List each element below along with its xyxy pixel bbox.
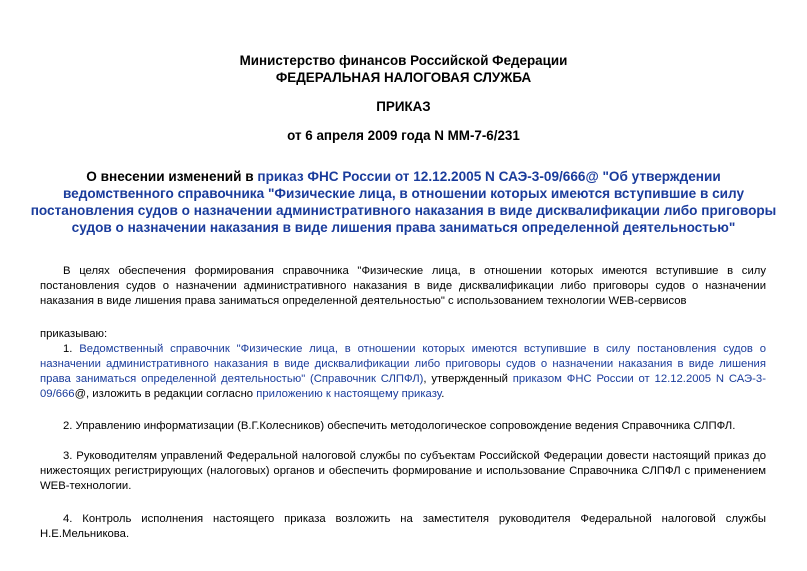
item-1-text-1: , утвержденный: [423, 373, 513, 385]
item-2-paragraph: 2. Управлению информатизации (В.Г.Колесников) обеспечить методологическое сопровождение ведения Справочника СЛПФЛ.: [63, 420, 736, 432]
item-1-text-2: @, изложить в редакции согласно: [74, 388, 257, 400]
item-1-paragraph: [40, 342, 766, 402]
item-1-text-3: .: [441, 388, 445, 400]
document-date-number: от 6 апреля 2009 года N ММ-7-6/231: [287, 128, 520, 143]
document-subject: [30, 168, 777, 236]
order-reference-link[interactable]: приказом ФНС России от 12.12.2005 N САЭ-3-09/666: [40, 373, 766, 400]
item-4-paragraph: 4. Контроль исполнения настоящего приказа возложить на заместителя руководителя Федеральной налоговой службы Н.Е.Мельникова.: [40, 513, 766, 540]
subject-order-link[interactable]: приказ ФНС России от 12.12.2005 N САЭ-3-09/666@ "Об утверждении ведомственного справочника "Физические лица, в отношении которых имеются вступившие в силу постановления судов о назначении административного наказания в виде дисквалификации либо приговоры судов о назначении наказания в виде лишения права заниматься определенной деятельностью": [30, 169, 777, 235]
reference-book-link[interactable]: Ведомственный справочник "Физические лица, в отношении которых имеются вступившие в силу постановления судов о назначении административного наказания в виде дисквалификации либо приговоры судов о назначении наказания в виде лишения права заниматься определенной деятельностью" (Справочник СЛПФЛ): [40, 343, 767, 385]
item-1-number: 1.: [63, 343, 80, 355]
ministry-name: Министерство финансов Российской Федерации: [239, 53, 568, 68]
document-type: ПРИКАЗ: [376, 99, 431, 114]
item-3-paragraph: 3. Руководителям управлений Федеральной налоговой службы по субъектам Российской Федерации довести настоящий приказ до нижестоящих регистрирующих (налоговых) органов и обеспечить формирование и использование Справочника СЛПФЛ с применением WEB-технологии.: [40, 450, 766, 492]
order-word: приказываю:: [40, 328, 108, 340]
subject-prefix: О внесении изменений в: [86, 169, 258, 184]
service-name: ФЕДЕРАЛЬНАЯ НАЛОГОВАЯ СЛУЖБА: [275, 70, 532, 85]
appendix-link[interactable]: приложению к настоящему приказу: [256, 388, 442, 400]
intro-paragraph: В целях обеспечения формирования справочника "Физические лица, в отношении которых имеются вступившие в силу постановления судов о назначении административного наказания в виде дисквалификации либо приговоры судов о назначении наказания в виде лишения права заниматься определенной деятельностью" с использованием технологии WEB-сервисов: [40, 265, 766, 307]
